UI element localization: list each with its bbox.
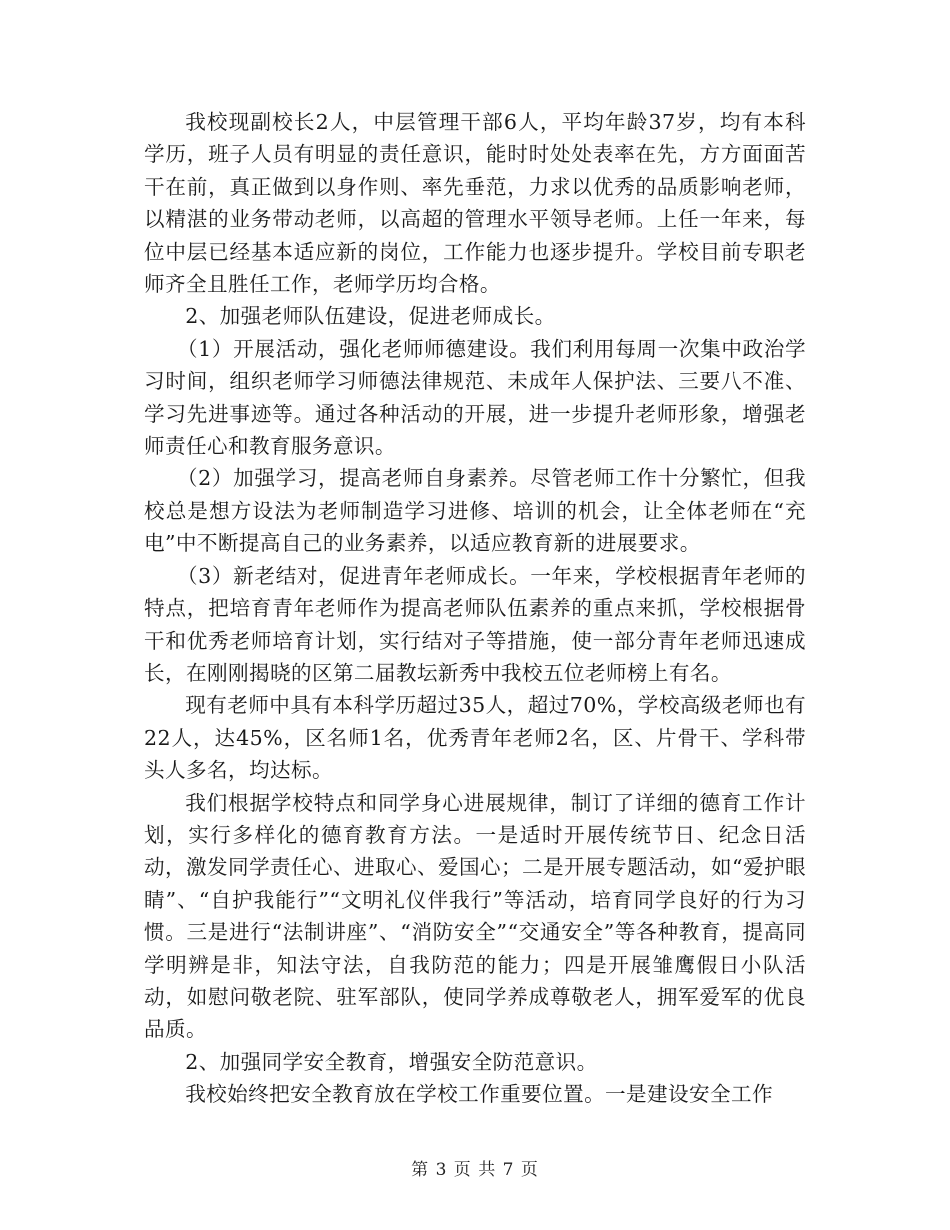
heading-safety-education: 2、加强同学安全教育，增强安全防范意识。: [185, 1049, 598, 1074]
heading-teacher-team: 2、加强老师队伍建设，促进老师成长。: [185, 304, 556, 329]
paragraph-safety: 我校始终把安全教育放在学校工作重要位置。一是建设安全工作: [185, 1082, 774, 1107]
paragraph-leadership: 我校现副校长2人，中层管理干部6人，平均年龄37岁，均有本科学历，班子人员有明显的责任意识，能时时处处表率在先，方方面面苦干在前，真正做到以身作则、率先垂范，力求以优秀的品质影响老师，以精湛的业务带动老师，以高超的管理水平领导老师。上任一年来，每位中层已经基本适应新的岗位，工作能力也逐步提升。学校目前专职老师齐全且胜任工作，老师学历均合格。: [144, 110, 806, 297]
paragraph-moral-education: 我们根据学校特点和同学身心进展规律，制订了详细的德育工作计划，实行多样化的德育教育方法。一是适时开展传统节日、纪念日活动，激发同学责任心、进取心、爱国心；二是开展专题活动，如“爱护眼睛”、“自护我能行”“文明礼仪伴我行”等活动，培育同学良好的行为习惯。三是进行“法制讲座”、“消防安全”“交通安全”等各种教育，提高同学明辨是非，知法守法，自我防范的能力；四是开展雏鹰假日小队活动，如慰问敬老院、驻军部队，使同学养成尊敬老人，拥军爱军的优良品质。: [144, 790, 806, 1042]
paragraph-ethics: （1）开展活动，强化老师师德建设。我们利用每周一次集中政治学习时间，组织老师学习师德法律规范、未成年人保护法、三要八不准、学习先进事迹等。通过各种活动的开展，进一步提升老师形象，增强老师责任心和教育服务意识。: [144, 336, 806, 459]
document-body: [144, 106, 806, 1111]
page-footer: 第 3 页 共 7 页: [411, 1160, 539, 1180]
paragraph-mentoring: （3）新老结对，促进青年老师成长。一年来，学校根据青年老师的特点，把培育青年老师作为提高老师队伍素养的重点来抓，学校根据骨干和优秀老师培育计划，实行结对子等措施，使一部分青年老师迅速成长，在刚刚揭晓的区第二届教坛新秀中我校五位老师榜上有名。: [144, 563, 806, 685]
paragraph-study: （2）加强学习，提高老师自身素养。尽管老师工作十分繁忙，但我校总是想方设法为老师制造学习进修、培训的机会，让全体老师在“充电”中不断提高自己的业务素养，以适应教育新的进展要求。: [144, 466, 806, 556]
paragraph-qualifications: 现有老师中具有本科学历超过35人，超过70%，学校高级老师也有22人，达45%，区名师1名，优秀青年老师2名，区、片骨干、学科带头人多名，均达标。: [144, 693, 806, 783]
